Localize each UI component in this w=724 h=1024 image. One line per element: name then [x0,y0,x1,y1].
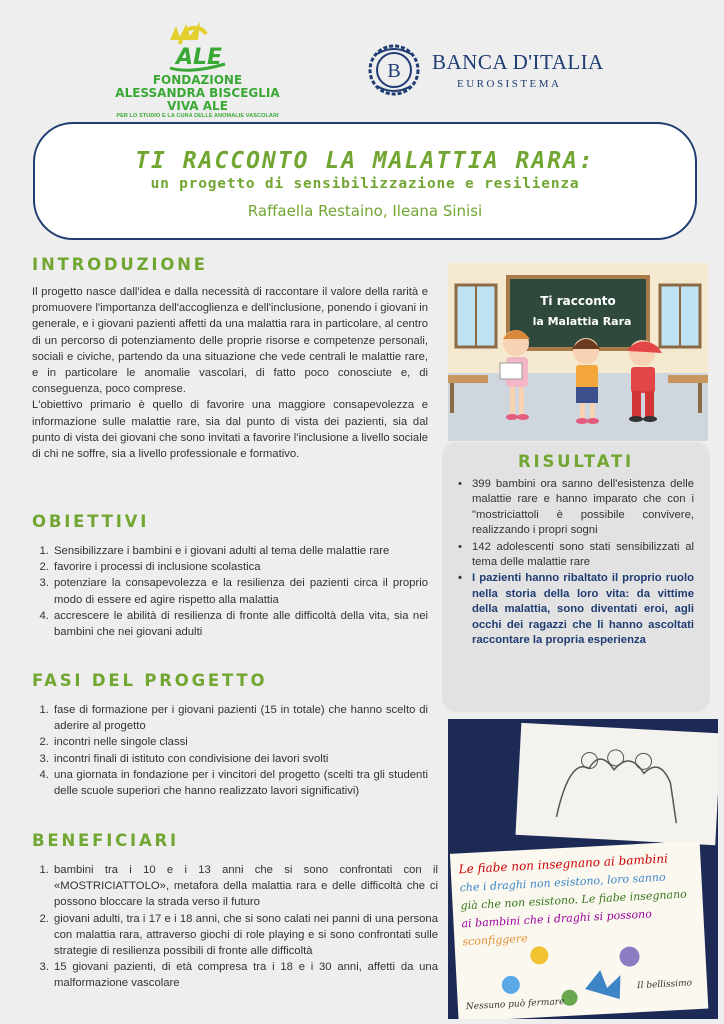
drawing-line-1: Le fiabe non insegnano ai bambini [458,851,669,877]
introduzione-paragraph-1: Il progetto nasce dall'idea e dalla necessità di raccontare il valore della rarità e promuovere l'importanza dell'accoglienza e dell'inclusione, ponendo i giovani in generale, e i giovani pazienti affetti da una malattia rara in particolare, al centro di un percorso di potenziamento delle proprie risorse e competenze personali, sociali e civiche, partendo da una situazione che vede centrali le malattie rare, e in particolare le anomalie vascolari, di fatto poco conosciute e, di conseguenza, poco comprese. [32,286,428,396]
list-item: 4. una giornata in fondazione per i vincitori del progetto (scelti tra gli studenti delle scuole superiori che hanno realizzato lavori significativi) [52,767,428,799]
drawing-caption-right: Il bellissimo [636,978,693,992]
fasi-list [32,702,428,799]
fasi-heading: FASI DEL PROGETTO [32,671,268,690]
svg-text:ALE: ALE [176,45,223,70]
viva-ale-name-1: FONDAZIONE [152,73,243,87]
poster-subtitle: un progetto di sensibilizzazione e resilienza [150,176,580,192]
drawing-caption-left: Nessuno può fermare [465,997,565,1013]
list-item: • 142 adolescenti sono stati sensibilizzati al tema delle malattie rare [472,540,694,571]
viva-ale-logo [110,18,285,118]
bank-name: BANCA D'ITALIA [432,50,604,74]
title-box [33,122,697,240]
list-item: 3. incontri finali di istituto con condivisione dei lavori svolti [52,751,428,767]
viva-ale-mark-icon [110,18,285,74]
list-item: 1. bambini tra i 10 e i 13 anni che si sono confrontati con il «MOSTRICIATTOLO», metafora della malattia rara e delle difficoltà che ci possono bloccare la strada verso il futuro [52,862,438,911]
list-item: • I pazienti hanno ribaltato il proprio ruolo nella storia della loro vita: da vittime della malattia, sono diventati eroi, agli occhi dei ragazzi che li hanno ascoltati raccontare la propria esperienza [472,571,694,648]
list-item: 2. giovani adulti, tra i 17 e i 18 anni, che si sono calati nei panni di una persona con malattia rara, attraverso giochi di role playing e si sono confrontati sulle strategie di resilienza possibili di fronte alle difficoltà [52,911,438,960]
obiettivi-list [32,543,428,640]
introduzione-paragraph-2: L'obiettivo primario è quello di favorire una maggiore consapevolezza e informazione sulle malattie rare, sia dal punto di vista dei pazienti, sia dal punto di vista dei giovani che sono invitati a favorire l'inclusione a livello sociale di chi ne soffre, sia a livello professionale e formativo. [32,399,428,461]
beneficiari-list [32,862,438,992]
student-drawings-photo [448,719,718,1019]
viva-ale-name-2: ALESSANDRA BISCEGLIA VIVA ALE [115,86,280,113]
risultati-box [442,442,710,712]
risultati-heading: RISULTATI [518,452,634,471]
list-item: • 399 bambini ora sanno dell'esistenza delle malattie rare e hanno imparato che con i "mostriciattoli è possibile convivere, realizzando i propri sogni [472,477,694,539]
list-item: 4. accrescere le abilità di resilienza di fronte alle difficoltà della vita, sia nei bambini che nei giovani adulti [52,608,428,640]
introduzione-text [32,284,428,462]
list-item: 3. 15 giovani pazienti, di età compresa tra i 18 e i 30 anni, affetti da una malformazione vascolare [52,959,438,991]
introduzione-heading: INTRODUZIONE [32,255,208,274]
list-item: 2. incontri nelle singole classi [52,734,428,750]
poster-authors: Raffaella Restaino, Ileana Sinisi [247,202,483,220]
list-item: 3. potenziare la consapevolezza e la resilienza dei pazienti circa il proprio modo di essere ed agire rispetto alla malattia [52,575,428,607]
drawing-line-5: sconfiggere [462,931,528,949]
bank-subtitle: EUROSISTEMA [457,78,562,90]
poster-title: TI RACCONTO LA MALATTIA RARA: [135,148,595,174]
svg-text:B: B [387,60,401,82]
banca-italia-logo [365,42,625,98]
list-item: 2. favorire i processi di inclusione scolastica [52,559,428,575]
viva-ale-tagline: PER LO STUDIO E LA CURA DELLE ANOMALIE VASCOLARI [116,113,279,119]
beneficiari-heading: BENEFICIARI [32,831,180,850]
classroom-illustration [448,263,708,441]
board-line-2: la Malattia Rara [532,315,632,328]
drawing-line-4: ai bambini che i draghi si possono [461,907,653,931]
banca-italia-emblem-icon [365,42,423,98]
board-line-1: Ti racconto [540,294,616,308]
drawing-line-2: che i draghi non esistono, loro sanno [459,870,666,895]
obiettivi-heading: OBIETTIVI [32,512,150,531]
list-item: 1. Sensibilizzare i bambini e i giovani adulti al tema delle malattie rare [52,543,428,559]
drawing-line-3: già che non esistono. Le fiabe insegnano [460,887,688,913]
list-item: 1. fase di formazione per i giovani pazienti (15 in totale) che hanno scelto di aderire al progetto [52,702,428,734]
